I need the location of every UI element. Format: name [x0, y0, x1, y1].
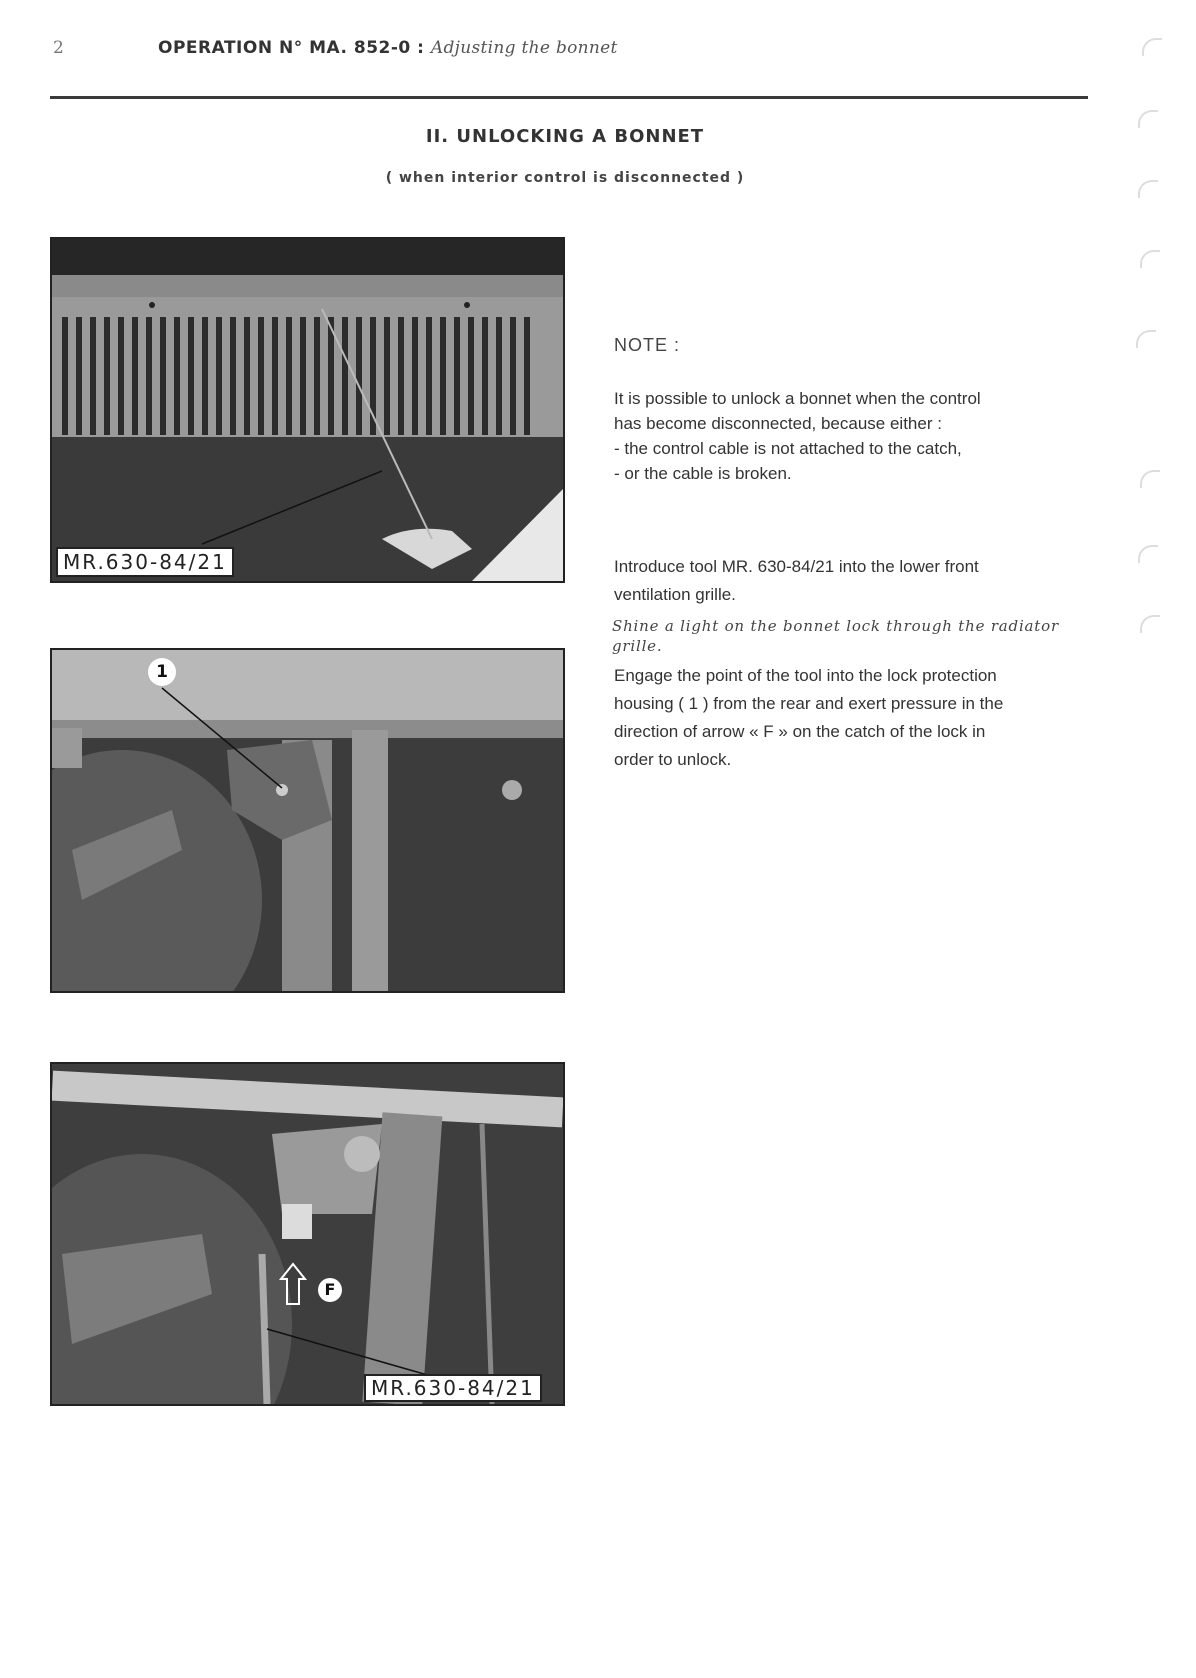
photo-tool-engaged	[50, 1062, 565, 1406]
operation-header	[158, 38, 618, 58]
instruction-line: Introduce tool MR. 630-84/21 into the lower front	[614, 557, 979, 576]
note-line: - or the cable is broken.	[614, 464, 792, 483]
operation-subject: Adjusting the bonnet	[430, 38, 618, 58]
instruction-line: Shine a light on the bonnet lock through the radiator	[612, 617, 1059, 635]
binding-mark	[1142, 38, 1162, 56]
callout-marker-1: 1	[148, 658, 176, 686]
binding-mark	[1136, 330, 1156, 348]
lock-housing-illustration	[52, 650, 563, 991]
instruction-line: direction of arrow « F » on the catch of the lock in	[614, 722, 986, 741]
binding-mark	[1138, 545, 1158, 563]
engage-tool-text	[614, 662, 1094, 774]
note-line: It is possible to unlock a bonnet when the control	[614, 389, 981, 408]
note-line: - the control cable is not attached to the catch,	[614, 439, 962, 458]
instruction-line: housing ( 1 ) from the rear and exert pressure in the	[614, 694, 1004, 713]
note-line: has become disconnected, because either :	[614, 414, 942, 433]
binding-mark	[1138, 180, 1158, 198]
binding-mark	[1138, 110, 1158, 128]
note-heading: NOTE :	[614, 335, 681, 355]
instruction-line: grille.	[612, 637, 663, 655]
tool-reference-label: MR.630-84/21	[56, 547, 234, 577]
page-number: 2	[53, 38, 64, 58]
binding-mark	[1140, 250, 1160, 268]
photo-ventilation-grille	[50, 237, 565, 583]
tool-engaged-illustration	[52, 1064, 563, 1404]
operation-number: OPERATION N° MA. 852-0 :	[158, 38, 425, 58]
introduce-tool-text	[614, 553, 1084, 609]
note-text	[614, 386, 1064, 486]
section-title: II. UNLOCKING A BONNET	[425, 126, 705, 147]
binding-mark	[1140, 470, 1160, 488]
instruction-line: Engage the point of the tool into the lock protection	[614, 666, 997, 685]
photo-lock-housing	[50, 648, 565, 993]
instruction-line: order to unlock.	[614, 750, 732, 769]
tool-reference-label: MR.630-84/21	[364, 1374, 542, 1402]
section-subtitle: ( when interior control is disconnected )	[385, 170, 745, 186]
grille-illustration	[52, 239, 563, 581]
instruction-line: ventilation grille.	[614, 585, 736, 604]
arrow-f-marker: F	[318, 1278, 342, 1302]
shine-light-text	[612, 616, 1082, 656]
header-rule	[50, 96, 1088, 99]
binding-mark	[1140, 615, 1160, 633]
